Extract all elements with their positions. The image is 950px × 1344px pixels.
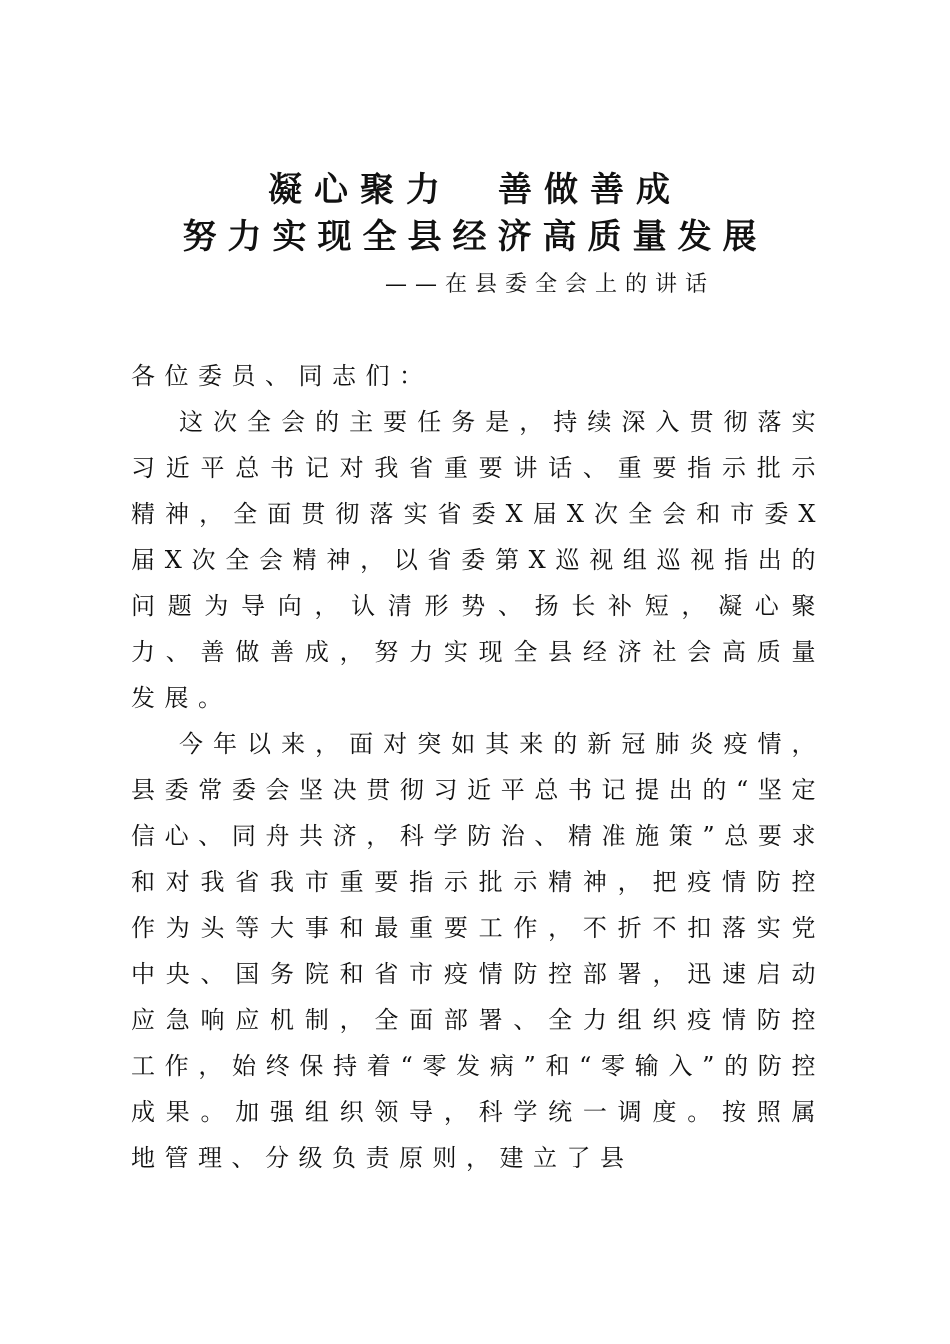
document-subtitle: ——在县委全会上的讲话 bbox=[384, 272, 715, 297]
document-title-line-1: 凝心聚力 善做善成 bbox=[268, 170, 682, 210]
document-title-line-2: 努力实现全县经济高质量发展 bbox=[182, 217, 768, 257]
document-body bbox=[131, 353, 825, 1181]
paragraph: 今年以来，面对突如其来的新冠肺炎疫情，县委常委会坚决贯彻习近平总书记提出的“坚定信心、同舟共济，科学防治、精准施策”总要求和对我省我市重要指示批示精神，把疫情防控作为头等大事和最重要工作，不折不扣落实党中央、国务院和省市疫情防控部署，迅速启动应急响应机制，全面部署、全力组织疫情防控工作，始终保持着“零发病”和“零输入”的防控成果。加强组织领导，科学统一调度。按照属地管理、分级负责原则，建立了县 bbox=[131, 730, 825, 1172]
paragraph: 这次全会的主要任务是，持续深入贯彻落实习近平总书记对我省重要讲话、重要指示批示精神，全面贯彻落实省委X届X次全会和市委X届X次全会精神，以省委第X巡视组巡视指出的问题为导向，认清形势、扬长补短，凝心聚力、善做善成，努力实现全县经济社会高质量发展。 bbox=[131, 408, 825, 712]
salutation: 各位委员、同志们： bbox=[131, 362, 433, 390]
